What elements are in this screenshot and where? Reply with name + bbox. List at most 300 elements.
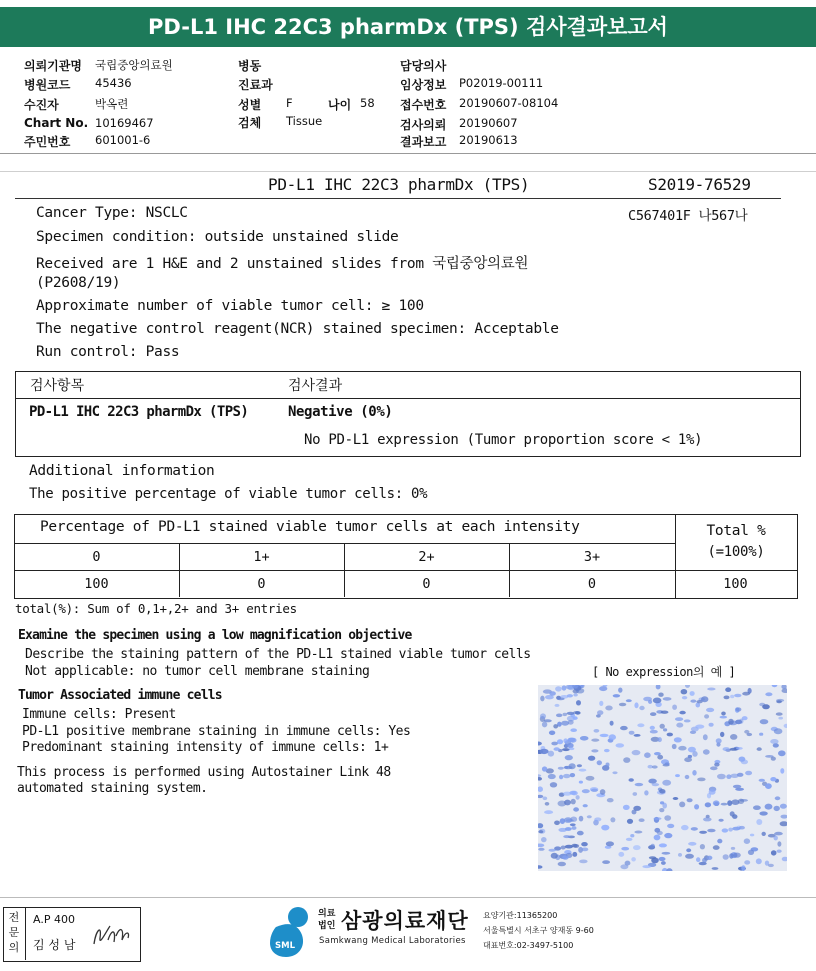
cell-nucleus xyxy=(774,832,783,836)
cell-nucleus xyxy=(629,731,635,735)
cell-nucleus xyxy=(637,723,644,727)
cell-nucleus xyxy=(571,844,577,848)
cell-nucleus xyxy=(691,827,698,831)
cell-nucleus xyxy=(579,781,583,784)
cell-nucleus xyxy=(649,856,656,859)
cell-nucleus xyxy=(730,695,734,699)
cell-nucleus xyxy=(707,829,715,833)
cell-nucleus xyxy=(576,795,580,800)
cell-nucleus xyxy=(695,725,704,729)
cell-nucleus xyxy=(571,799,576,805)
cell-nucleus xyxy=(737,773,744,777)
cell-nucleus xyxy=(665,762,670,765)
result-report-label: 결과보고 xyxy=(400,135,447,149)
cell-nucleus xyxy=(662,780,671,786)
cell-nucleus xyxy=(650,712,656,716)
cell-nucleus xyxy=(627,819,633,824)
cell-nucleus xyxy=(626,838,633,841)
cell-nucleus xyxy=(650,730,658,734)
cell-nucleus xyxy=(577,764,582,767)
cell-nucleus xyxy=(765,692,772,696)
clinical-info-label: 임상정보 xyxy=(400,78,447,92)
cell-nucleus xyxy=(685,854,694,859)
cell-nucleus xyxy=(634,734,641,737)
cell-nucleus xyxy=(601,825,609,831)
detail-cancer-type: Cancer Type: NSCLC xyxy=(36,205,188,221)
cell-nucleus xyxy=(633,792,638,796)
cell-nucleus xyxy=(709,723,714,727)
cell-nucleus xyxy=(725,687,731,692)
cell-nucleus xyxy=(572,852,577,857)
cell-nucleus xyxy=(780,804,787,809)
cell-nucleus xyxy=(771,757,776,761)
cell-nucleus xyxy=(626,699,632,702)
examine-line-1: Describe the staining pattern of the PD-L1 stained viable tumor cells xyxy=(25,647,531,662)
cell-nucleus xyxy=(548,774,556,779)
cell-nucleus xyxy=(599,686,607,691)
recipient-label: 수진자 xyxy=(24,98,59,112)
cell-nucleus xyxy=(675,774,680,777)
examine-line-2: Not applicable: no tumor cell membrane staining xyxy=(25,664,370,679)
cell-nucleus xyxy=(757,747,762,751)
cell-nucleus xyxy=(652,765,658,768)
cell-nucleus xyxy=(723,854,729,860)
ward-label: 병동 xyxy=(238,59,262,73)
cell-nucleus xyxy=(632,750,641,755)
age-value: 58 xyxy=(360,96,375,110)
cell-nucleus xyxy=(707,856,713,860)
cell-nucleus xyxy=(712,867,719,870)
cell-nucleus xyxy=(724,696,730,700)
age-label: 나이 xyxy=(328,98,352,112)
cell-nucleus xyxy=(687,798,693,802)
cell-nucleus xyxy=(600,734,609,737)
cell-nucleus xyxy=(681,825,689,830)
cell-nucleus xyxy=(582,848,589,852)
cell-nucleus xyxy=(563,774,570,778)
total-sub-label: (=100%) xyxy=(707,544,765,560)
detail-ncr: The negative control reagent(NCR) stained specimen: Acceptable xyxy=(36,321,559,337)
cell-nucleus xyxy=(723,747,730,751)
cell-nucleus xyxy=(549,849,556,852)
cell-nucleus xyxy=(776,700,782,703)
cell-nucleus xyxy=(730,811,735,816)
cell-nucleus xyxy=(590,787,598,792)
additional-text: The positive percentage of viable tumor cells: 0% xyxy=(29,486,428,502)
cell-nucleus xyxy=(685,775,690,779)
cell-nucleus xyxy=(710,766,718,770)
cell-nucleus xyxy=(612,771,617,774)
cell-nucleus xyxy=(753,805,761,810)
intensity-0-value: 100 xyxy=(84,576,109,592)
intensity-header: Percentage of PD-L1 stained viable tumor cells at each intensity xyxy=(40,519,580,535)
chart-no-value: 10169467 xyxy=(95,116,154,130)
cell-nucleus xyxy=(697,778,705,782)
cell-nucleus xyxy=(565,755,573,760)
cell-nucleus xyxy=(686,848,691,852)
cell-nucleus xyxy=(721,712,726,716)
cell-nucleus xyxy=(639,818,645,822)
image-caption: [ No expression의 예 ] xyxy=(592,665,736,679)
cell-nucleus xyxy=(744,860,750,864)
cell-nucleus xyxy=(639,706,644,710)
cell-nucleus xyxy=(567,694,573,697)
intensity-3-value: 0 xyxy=(587,576,597,592)
hospital-code-value: 45436 xyxy=(95,76,132,90)
cell-nucleus xyxy=(631,857,636,861)
cell-nucleus xyxy=(564,766,568,769)
cell-nucleus xyxy=(727,800,732,806)
cell-nucleus xyxy=(594,817,601,821)
cell-nucleus xyxy=(674,737,682,742)
cell-nucleus xyxy=(579,769,587,772)
cell-nucleus xyxy=(594,729,600,733)
cell-nucleus xyxy=(679,802,685,808)
cell-nucleus xyxy=(569,763,576,769)
cell-nucleus xyxy=(540,696,544,702)
cell-nucleus xyxy=(682,696,687,699)
test-request-label: 검사의뢰 xyxy=(400,118,447,132)
cell-nucleus xyxy=(553,724,558,728)
cell-nucleus xyxy=(770,777,776,781)
cell-nucleus xyxy=(658,693,663,697)
cell-nucleus xyxy=(616,743,625,747)
cell-nucleus xyxy=(602,860,610,864)
header-divider-light xyxy=(0,171,816,172)
cell-nucleus xyxy=(563,835,570,838)
cell-nucleus xyxy=(633,806,641,811)
cell-nucleus xyxy=(750,834,754,837)
cell-nucleus xyxy=(540,713,546,719)
cell-nucleus xyxy=(742,692,750,696)
cell-nucleus xyxy=(569,747,575,750)
cell-nucleus xyxy=(703,749,710,754)
org-small-2: 법인 xyxy=(318,921,336,931)
cell-nucleus xyxy=(618,688,622,693)
intensity-0-label: 0 xyxy=(92,549,101,565)
cell-nucleus xyxy=(653,698,662,704)
intensity-2-value: 0 xyxy=(422,576,431,592)
cell-nucleus xyxy=(667,824,674,828)
microscopy-cells xyxy=(538,685,787,871)
result-note: No PD-L1 expression (Tumor proportion score < 1%) xyxy=(304,432,703,448)
cell-nucleus xyxy=(759,779,765,782)
cell-nucleus xyxy=(774,728,783,734)
cell-nucleus xyxy=(562,748,570,751)
hospital-code-label: 병원코드 xyxy=(24,78,71,92)
cell-nucleus xyxy=(642,865,651,868)
cell-nucleus xyxy=(745,771,752,776)
cell-nucleus xyxy=(551,742,558,746)
result-col-result-header: 검사결과 xyxy=(288,378,343,394)
cell-nucleus xyxy=(565,827,572,831)
logo-text: SML xyxy=(275,941,295,951)
detail-received: Received are 1 H&E and 2 unstained slides from 국립중앙의료원 xyxy=(36,256,529,272)
cell-nucleus xyxy=(591,749,598,752)
cell-nucleus xyxy=(759,733,763,736)
test-request-value: 20190607 xyxy=(459,116,518,130)
result-report-value: 20190613 xyxy=(459,133,518,147)
cell-nucleus xyxy=(643,697,652,702)
cell-nucleus xyxy=(717,839,722,844)
immune-title: Tumor Associated immune cells xyxy=(18,688,222,703)
cell-nucleus xyxy=(591,739,599,742)
cell-nucleus xyxy=(690,700,696,703)
cell-nucleus xyxy=(586,776,595,781)
cell-nucleus xyxy=(675,717,683,721)
result-value: Negative (0%) xyxy=(288,404,393,420)
cell-nucleus xyxy=(762,832,766,836)
cell-nucleus xyxy=(549,691,556,696)
cell-nucleus xyxy=(721,803,728,806)
cell-nucleus xyxy=(542,722,547,728)
cell-nucleus xyxy=(549,731,555,736)
cell-nucleus xyxy=(678,853,682,857)
cell-nucleus xyxy=(563,713,568,716)
signature xyxy=(88,916,134,952)
cell-nucleus xyxy=(714,763,719,767)
ap-number: A.P 400 xyxy=(33,913,75,926)
sex-label: 성별 xyxy=(238,98,262,112)
cell-nucleus xyxy=(644,790,648,795)
institution-value: 국립중앙의료원 xyxy=(95,58,173,72)
cell-nucleus xyxy=(733,785,741,789)
cell-nucleus xyxy=(633,845,641,850)
cell-nucleus xyxy=(580,736,589,741)
cell-nucleus xyxy=(699,831,707,834)
cell-nucleus xyxy=(731,847,735,850)
org-address: 서울특별시 서초구 양재동 9-60 xyxy=(483,926,594,935)
cell-nucleus xyxy=(650,844,655,848)
cell-nucleus xyxy=(702,858,707,863)
cell-nucleus xyxy=(570,728,577,732)
cell-nucleus xyxy=(705,802,711,807)
cell-nucleus xyxy=(623,757,630,763)
cell-nucleus xyxy=(573,807,579,811)
cell-nucleus xyxy=(610,721,614,726)
cell-nucleus xyxy=(733,853,741,858)
cell-nucleus xyxy=(730,734,737,740)
cell-nucleus xyxy=(701,696,708,702)
additional-title: Additional information xyxy=(29,463,215,479)
cell-nucleus xyxy=(738,799,744,804)
sample-number: S2019-76529 xyxy=(648,175,751,194)
recipient-value: 박옥련 xyxy=(95,97,129,111)
cell-nucleus xyxy=(654,828,660,833)
cell-nucleus xyxy=(543,797,548,801)
cell-nucleus xyxy=(572,826,577,830)
cell-nucleus xyxy=(609,734,616,740)
cell-nucleus xyxy=(540,749,549,754)
resident-no-value: 601001-6 xyxy=(95,133,151,147)
doctor-name: 김 성 남 xyxy=(33,938,76,952)
cell-nucleus xyxy=(690,691,695,696)
cell-nucleus xyxy=(588,756,595,761)
cell-nucleus xyxy=(541,837,547,842)
cell-nucleus xyxy=(618,852,624,857)
cell-nucleus xyxy=(756,858,762,864)
intensity-2-label: 2+ xyxy=(418,549,435,565)
cell-nucleus xyxy=(756,819,762,825)
cell-nucleus xyxy=(759,811,767,815)
microscopy-image xyxy=(538,685,787,871)
cell-nucleus xyxy=(676,723,683,728)
cell-nucleus xyxy=(720,732,724,737)
org-eng: Samkwang Medical Laboratories xyxy=(319,936,466,946)
cell-nucleus xyxy=(672,705,677,710)
cell-nucleus xyxy=(688,755,692,758)
cell-nucleus xyxy=(570,817,577,822)
cell-nucleus xyxy=(659,843,667,847)
cell-nucleus xyxy=(684,757,692,762)
cell-nucleus xyxy=(583,804,588,807)
cell-nucleus xyxy=(722,828,729,832)
cell-nucleus xyxy=(673,797,679,800)
intensity-1-label: 1+ xyxy=(253,549,270,565)
doctor-label: 담당의사 xyxy=(400,59,447,73)
cell-nucleus xyxy=(581,842,588,846)
cell-nucleus xyxy=(561,721,569,726)
org-small-1: 의료 xyxy=(318,909,336,919)
cell-nucleus xyxy=(765,804,773,810)
cell-nucleus xyxy=(557,698,565,701)
cell-nucleus xyxy=(568,738,576,743)
cell-nucleus xyxy=(538,830,543,833)
cell-nucleus xyxy=(634,831,642,834)
resident-no-label: 주민번호 xyxy=(24,135,71,149)
detail-specimen-condition: Specimen condition: outside unstained slide xyxy=(36,229,399,245)
cell-nucleus xyxy=(678,746,686,751)
result-item: PD-L1 IHC 22C3 pharmDx (TPS) xyxy=(29,404,249,420)
cell-nucleus xyxy=(728,719,734,725)
cell-nucleus xyxy=(744,838,750,844)
cell-nucleus xyxy=(576,700,581,705)
cell-nucleus xyxy=(728,828,733,832)
cell-nucleus xyxy=(679,711,685,715)
cell-nucleus xyxy=(579,860,587,864)
cell-nucleus xyxy=(696,857,700,862)
cell-nucleus xyxy=(741,865,745,871)
cell-nucleus xyxy=(652,783,659,786)
cell-nucleus xyxy=(716,738,722,743)
cell-nucleus xyxy=(694,804,699,809)
cell-nucleus xyxy=(564,800,571,806)
cell-nucleus xyxy=(720,716,728,719)
cell-nucleus xyxy=(775,796,781,800)
detail-tumor-cells: Approximate number of viable tumor cell: ≥ 100 xyxy=(36,298,424,314)
cell-nucleus xyxy=(729,853,733,858)
cell-nucleus xyxy=(760,719,769,724)
cell-nucleus xyxy=(630,834,634,837)
cell-nucleus xyxy=(555,704,560,707)
cell-nucleus xyxy=(623,805,630,810)
cell-nucleus xyxy=(654,835,661,841)
slide-code: C567401F 나567나 xyxy=(628,208,748,224)
cell-nucleus xyxy=(661,711,669,714)
cell-nucleus xyxy=(762,704,770,709)
cell-nucleus xyxy=(621,847,629,851)
cell-nucleus xyxy=(573,711,579,714)
chart-no-label: Chart No. xyxy=(24,116,89,130)
cell-nucleus xyxy=(648,779,656,784)
department-label: 진료과 xyxy=(238,78,273,92)
cell-nucleus xyxy=(644,752,651,758)
cell-nucleus xyxy=(717,774,726,780)
cell-nucleus xyxy=(629,778,634,782)
intensity-row-divider xyxy=(14,570,797,571)
immune-line-1: Immune cells: Present xyxy=(22,707,176,722)
cell-nucleus xyxy=(607,798,614,802)
footer-divider xyxy=(0,897,816,898)
sex-value: F xyxy=(286,96,293,110)
cell-nucleus xyxy=(664,833,672,838)
cell-nucleus xyxy=(559,775,563,780)
receipt-no-value: 20190607-08104 xyxy=(459,96,559,110)
intensity-footnote: total(%): Sum of 0,1+,2+ and 3+ entries xyxy=(15,601,297,616)
cell-nucleus xyxy=(664,815,671,821)
cell-nucleus xyxy=(688,747,696,753)
cell-nucleus xyxy=(736,747,743,750)
cell-nucleus xyxy=(654,817,662,820)
cell-nucleus xyxy=(568,720,574,725)
cell-nucleus xyxy=(650,726,655,730)
cell-nucleus xyxy=(667,733,673,737)
cell-nucleus xyxy=(606,763,610,767)
cell-nucleus xyxy=(558,767,564,770)
process-line-2: automated staining system. xyxy=(17,781,208,796)
cell-nucleus xyxy=(582,789,590,793)
cell-nucleus xyxy=(658,737,662,742)
cell-nucleus xyxy=(657,755,663,760)
cell-nucleus xyxy=(573,693,577,696)
detail-case-no: (P2608/19) xyxy=(36,275,121,291)
cell-nucleus xyxy=(704,714,709,718)
result-table-divider xyxy=(15,398,800,399)
cell-nucleus xyxy=(700,844,705,849)
cell-nucleus xyxy=(732,827,740,831)
cell-nucleus xyxy=(610,817,615,822)
cell-nucleus xyxy=(597,760,602,765)
process-line-1: This process is performed using Autostainer Link 48 xyxy=(17,765,391,780)
cell-nucleus xyxy=(739,826,745,830)
cell-nucleus xyxy=(777,850,782,853)
cell-nucleus xyxy=(556,714,562,718)
cell-nucleus xyxy=(659,808,664,812)
cell-nucleus xyxy=(707,688,715,691)
cell-nucleus xyxy=(604,749,610,752)
cell-nucleus xyxy=(662,852,671,855)
cell-nucleus xyxy=(660,801,664,804)
cell-nucleus xyxy=(660,724,665,729)
sml-logo xyxy=(268,905,316,959)
cell-nucleus xyxy=(558,862,566,867)
specimen-label: 검체 xyxy=(238,116,262,130)
cell-nucleus xyxy=(635,783,643,786)
cell-nucleus xyxy=(551,853,558,859)
cell-nucleus xyxy=(625,861,631,866)
institution-label: 의뢰기관명 xyxy=(24,59,82,73)
cell-nucleus xyxy=(619,703,626,706)
cell-nucleus xyxy=(684,719,691,722)
cell-nucleus xyxy=(777,841,781,846)
cell-nucleus xyxy=(597,710,603,715)
org-name: 삼광의료재단 xyxy=(341,909,469,933)
cell-nucleus xyxy=(713,845,720,850)
cell-nucleus xyxy=(606,841,614,846)
specialist-label: 전문의 xyxy=(8,911,20,954)
cell-nucleus xyxy=(778,750,786,756)
cell-nucleus xyxy=(562,855,569,860)
